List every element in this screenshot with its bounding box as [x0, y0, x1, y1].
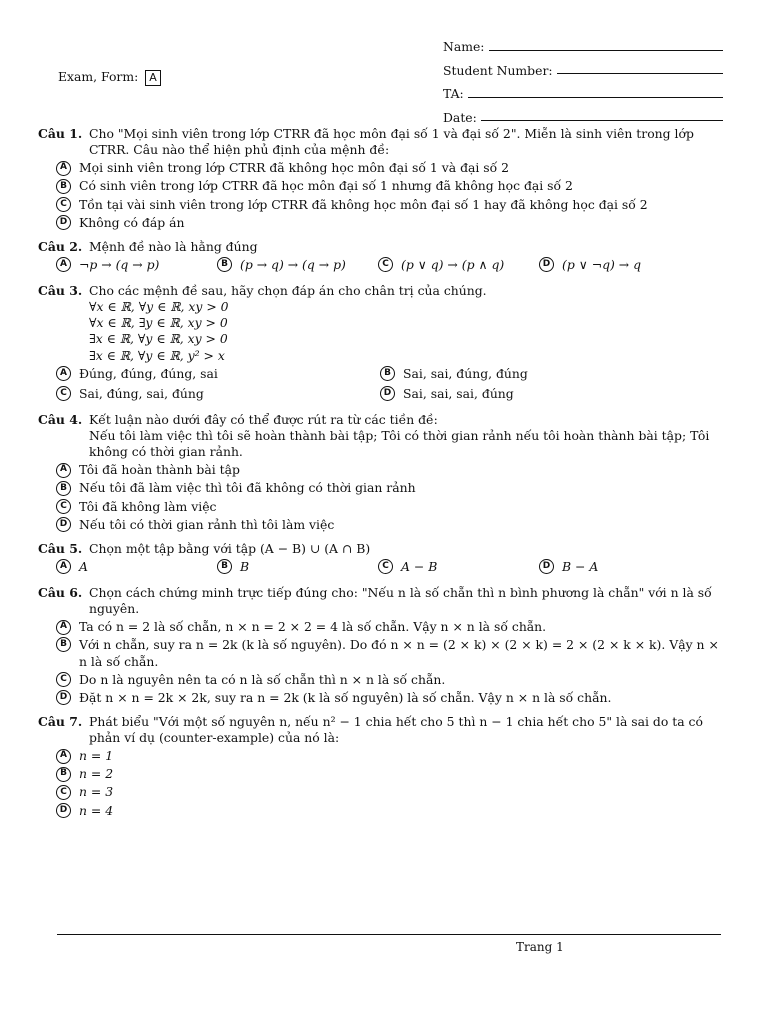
option-circle[interactable]: D — [56, 690, 71, 705]
name-line — [489, 50, 724, 51]
statement: ∃x ∈ ℝ, ∀y ∈ ℝ, xy > 0 — [89, 331, 228, 347]
question-3 — [38, 283, 724, 404]
option-circle[interactable]: B — [56, 637, 71, 652]
option-circle[interactable]: D — [380, 386, 395, 401]
question-number: Câu 2. — [38, 238, 83, 254]
option-circle[interactable]: D — [539, 257, 554, 272]
option-text: Tôi đã hoàn thành bài tập — [79, 462, 240, 478]
option-text: (p → q) → (q → p) — [240, 256, 346, 272]
question-1 — [38, 126, 724, 231]
question-number: Câu 3. — [38, 283, 83, 298]
option-c[interactable] — [56, 386, 380, 402]
option-b[interactable] — [380, 366, 704, 382]
option-d[interactable] — [56, 517, 724, 533]
option-circle[interactable]: D — [539, 559, 554, 574]
student-number-line — [557, 73, 723, 74]
option-circle[interactable]: C — [56, 197, 71, 212]
option-text: Nếu tôi đã làm việc thì tôi đã không có thời gian rảnh — [79, 480, 416, 496]
option-circle[interactable]: A — [56, 559, 71, 574]
question-6 — [38, 585, 724, 706]
option-d[interactable] — [539, 257, 700, 273]
question-text: Cho các mệnh đề sau, hãy chọn đáp án cho chân trị của chúng. — [89, 283, 487, 298]
option-b[interactable] — [217, 257, 378, 273]
option-text: (p ∨ ¬q) → q — [562, 256, 642, 272]
option-circle[interactable]: D — [56, 803, 71, 818]
option-c[interactable] — [56, 499, 724, 515]
option-circle[interactable]: A — [56, 749, 71, 764]
option-circle[interactable]: B — [56, 179, 71, 194]
option-a[interactable] — [56, 619, 724, 635]
option-text: B − A — [562, 558, 599, 574]
option-circle[interactable]: A — [56, 257, 71, 272]
option-circle[interactable]: A — [56, 161, 71, 176]
option-circle[interactable]: C — [56, 386, 71, 401]
question-text: Mệnh đề nào là hằng đúng — [89, 238, 258, 254]
question-number: Câu 4. — [38, 411, 83, 427]
option-text: n = 2 — [79, 766, 114, 782]
option-d[interactable] — [56, 803, 724, 819]
name-field — [443, 32, 723, 56]
date-line — [481, 120, 723, 121]
option-b[interactable] — [56, 766, 724, 782]
option-text: Sai, sai, đúng, đúng — [403, 365, 528, 381]
option-circle[interactable]: D — [56, 517, 71, 532]
ta-label: TA: — [443, 86, 464, 102]
option-text: A − B — [401, 558, 438, 574]
option-circle[interactable]: B — [56, 481, 71, 496]
option-c[interactable] — [56, 672, 724, 688]
option-text: A — [79, 558, 88, 574]
name-label: Name: — [443, 39, 485, 55]
question-list — [38, 126, 724, 827]
option-circle[interactable]: C — [56, 672, 71, 687]
question-4 — [38, 412, 724, 533]
ta-line — [468, 97, 723, 98]
option-circle[interactable]: B — [380, 366, 395, 381]
question-text: Chọn cách chứng minh trực tiếp đúng cho: "Nếu n là số chẵn thì n bình phương là chẵn" với n là số nguyên. — [89, 585, 712, 617]
question-number: Câu 1. — [38, 126, 83, 141]
option-b[interactable] — [56, 178, 724, 194]
question-text: Cho "Mọi sinh viên trong lớp CTRR đã học môn đại số 1 và đại số 2". Miễn là sinh viên trong lớp CTRR. Câu nào thể hiện phủ định của mệnh đề: — [89, 126, 694, 158]
statement: ∀x ∈ ℝ, ∀y ∈ ℝ, xy > 0 — [89, 299, 229, 315]
option-circle[interactable]: C — [378, 559, 393, 574]
option-a[interactable] — [56, 257, 217, 273]
question-7 — [38, 714, 724, 819]
option-text: Với n chẵn, suy ra n = 2k (k là số nguyên). Do đó n × n = (2 × k) × (2 × k) = 2 × (2 × k × k). Vậy n × n là số chẵn. — [79, 637, 719, 669]
option-c[interactable] — [56, 784, 724, 800]
student-info-block — [443, 32, 723, 126]
question-number: Câu 7. — [38, 713, 83, 729]
premise-text: Nếu tôi làm việc thì tôi sẽ hoàn thành bài tập; Tôi có thời gian rảnh nếu tôi hoàn thành bài tập; Tôi không có thời gian rảnh. — [89, 428, 710, 460]
option-text: Sai, sai, sai, đúng — [403, 385, 514, 401]
question-5 — [38, 541, 724, 577]
option-text: Tôi đã không làm việc — [79, 498, 217, 514]
page-number: Trang 1 — [516, 940, 564, 954]
option-circle[interactable]: B — [217, 257, 232, 272]
option-d[interactable] — [380, 386, 704, 402]
option-d[interactable] — [539, 559, 700, 575]
option-d[interactable] — [56, 690, 724, 706]
date-field — [443, 103, 723, 127]
option-text: Tồn tại vài sinh viên trong lớp CTRR đã không học môn đại số 1 hay đã không học đại số 2 — [79, 196, 648, 212]
student-number-label: Student Number: — [443, 62, 553, 78]
option-text: B — [240, 558, 250, 574]
form-code-box: A — [145, 70, 161, 86]
option-circle[interactable]: D — [56, 215, 71, 230]
option-circle[interactable]: B — [56, 767, 71, 782]
question-text: Kết luận nào dưới đây có thể được rút ra từ các tiền đề: — [89, 411, 438, 427]
option-a[interactable] — [56, 160, 724, 176]
option-text: n = 3 — [79, 784, 114, 800]
option-b[interactable] — [217, 559, 378, 575]
ta-field — [443, 79, 723, 103]
date-label: Date: — [443, 109, 477, 125]
question-number: Câu 6. — [38, 585, 83, 600]
option-text: Sai, đúng, sai, đúng — [79, 385, 204, 401]
question-text: Chọn một tập bằng với tập (A − B) ∪ (A ∩ B) — [89, 540, 371, 556]
form-label: Exam, Form: — [58, 69, 139, 84]
option-circle[interactable]: A — [56, 463, 71, 478]
exam-header — [0, 0, 768, 125]
option-a[interactable] — [56, 748, 724, 764]
option-d[interactable] — [56, 215, 724, 231]
statement: ∃x ∈ ℝ, ∀y ∈ ℝ, y² > x — [89, 347, 225, 363]
option-circle[interactable]: B — [217, 559, 232, 574]
option-c[interactable] — [56, 197, 724, 213]
option-text: n = 4 — [79, 802, 114, 818]
option-text: Nếu tôi có thời gian rảnh thì tôi làm việc — [79, 516, 335, 532]
option-circle[interactable]: C — [56, 785, 71, 800]
option-text: ¬p → (q → p) — [79, 256, 160, 272]
question-number: Câu 5. — [38, 540, 83, 556]
student-number-field — [443, 56, 723, 80]
exam-form-line — [58, 69, 161, 86]
option-text: Không có đáp án — [79, 214, 185, 230]
question-2 — [38, 239, 724, 275]
question-text: Phát biểu "Với một số nguyên n, nếu n² − 1 chia hết cho 5 thì n − 1 chia hết cho 5" là sai do ta có phản ví dụ (counter-example) của nó là: — [89, 713, 703, 745]
statement: ∀x ∈ ℝ, ∃y ∈ ℝ, xy > 0 — [89, 315, 228, 331]
option-a[interactable] — [56, 559, 217, 575]
footer-rule — [57, 934, 721, 935]
option-text: (p ∨ q) → (p ∧ q) — [401, 256, 505, 272]
option-circle[interactable]: C — [56, 499, 71, 514]
option-c[interactable] — [378, 257, 539, 273]
option-text: Đặt n × n = 2k × 2k, suy ra n = 2k (k là số nguyên) là số chẵn. Vậy n × n là số chẵn. — [79, 689, 612, 705]
option-circle[interactable]: C — [378, 257, 393, 272]
option-text: n = 1 — [79, 748, 114, 764]
option-text: Do n là nguyên nên ta có n là số chẵn thì n × n là số chẵn. — [79, 671, 446, 687]
option-text: Ta có n = 2 là số chẵn, n × n = 2 × 2 = 4 là số chẵn. Vậy n × n là số chẵn. — [79, 619, 547, 635]
option-a[interactable] — [56, 462, 724, 478]
option-a[interactable] — [56, 366, 380, 382]
option-text: Có sinh viên trong lớp CTRR đã học môn đại số 1 nhưng đã không học đại số 2 — [79, 178, 573, 194]
option-circle[interactable]: A — [56, 620, 71, 635]
option-circle[interactable]: A — [56, 366, 71, 381]
option-b[interactable] — [56, 480, 724, 496]
option-text: Đúng, đúng, đúng, sai — [79, 365, 218, 381]
option-c[interactable] — [378, 559, 539, 575]
option-text: Mọi sinh viên trong lớp CTRR đã không học môn đại số 1 và đại số 2 — [79, 160, 510, 176]
option-b[interactable] — [56, 637, 724, 669]
